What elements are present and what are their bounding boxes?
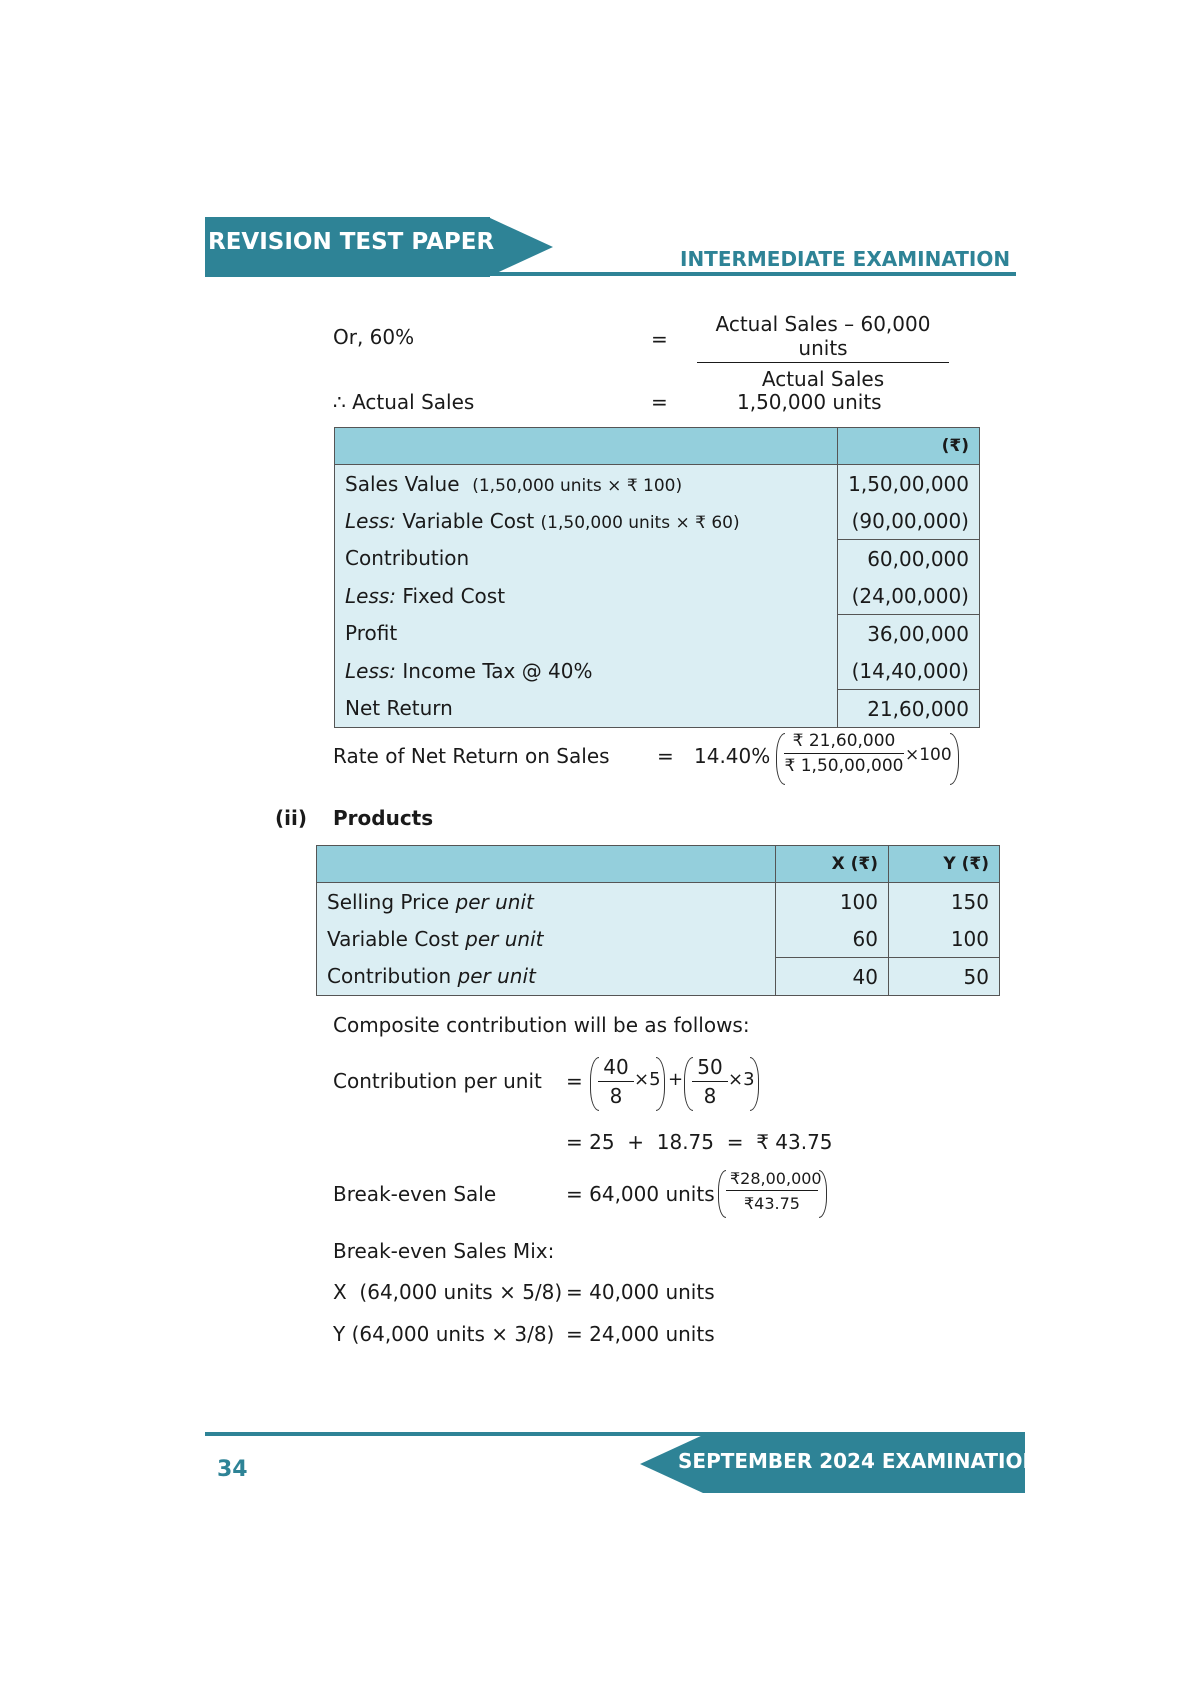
rate-label: Rate of Net Return on Sales bbox=[333, 744, 610, 768]
left-paren bbox=[718, 1170, 726, 1218]
header-label-cell bbox=[317, 846, 776, 883]
table-row bbox=[335, 690, 980, 728]
table-row bbox=[317, 958, 1000, 996]
row-label-text: Sales Value bbox=[345, 471, 460, 496]
cpu-label: Contribution per unit bbox=[333, 1069, 542, 1093]
row-label-em: per unit bbox=[465, 926, 544, 951]
row-label-text: Variable Cost bbox=[327, 926, 459, 951]
fraction-x-num: 40 bbox=[603, 1055, 629, 1079]
table-row bbox=[317, 920, 1000, 958]
row-label bbox=[335, 690, 838, 728]
row-x-value: 40 bbox=[776, 958, 889, 996]
eq1-label: Or, 60% bbox=[333, 325, 415, 349]
right-paren bbox=[750, 1057, 759, 1111]
bes-fraction bbox=[726, 1169, 822, 1213]
rate-equals: = bbox=[657, 744, 674, 768]
eq1-denominator: Actual Sales bbox=[761, 367, 885, 391]
eq2-value: 1,50,000 units bbox=[737, 390, 882, 414]
profit-table bbox=[334, 427, 980, 728]
row-y-value: 100 bbox=[889, 920, 1000, 958]
header-label-cell bbox=[335, 428, 838, 465]
table-row bbox=[335, 465, 980, 503]
col-y-header: Y (₹) bbox=[889, 846, 1000, 883]
bes-value: = 64,000 units bbox=[566, 1182, 715, 1206]
row-detail: (1,50,000 units × ₹ 100) bbox=[472, 475, 683, 496]
fraction-y-mult: ×3 bbox=[728, 1069, 755, 1090]
fraction-x bbox=[598, 1055, 634, 1108]
mix-title: Break-even Sales Mix: bbox=[333, 1239, 555, 1263]
row-value: (14,40,000) bbox=[838, 652, 980, 690]
row-value: 21,60,000 bbox=[838, 690, 980, 728]
row-label bbox=[335, 615, 838, 653]
eq2-label: ∴ Actual Sales bbox=[333, 390, 475, 414]
row-value: (24,00,000) bbox=[838, 577, 980, 615]
row-x-value: 60 bbox=[776, 920, 889, 958]
right-paren bbox=[819, 1170, 827, 1218]
row-label bbox=[335, 540, 838, 578]
row-label-text: Fixed Cost bbox=[402, 583, 506, 608]
table-header-row bbox=[317, 846, 1000, 883]
row-label-em: Less: bbox=[345, 658, 397, 683]
row-label bbox=[335, 577, 838, 615]
table-row bbox=[335, 540, 980, 578]
right-paren bbox=[656, 1057, 665, 1111]
composite-result: = 25 + 18.75 = ₹ 43.75 bbox=[566, 1130, 833, 1154]
fraction-x-mult: ×5 bbox=[634, 1069, 661, 1090]
row-label-text: Income Tax @ 40% bbox=[402, 658, 593, 683]
header-rule bbox=[488, 272, 1016, 276]
table-row bbox=[317, 883, 1000, 921]
rate-value: 14.40% bbox=[694, 744, 771, 768]
currency-header: (₹) bbox=[838, 428, 980, 465]
row-y-value: 150 bbox=[889, 883, 1000, 921]
row-label bbox=[335, 465, 838, 503]
right-paren bbox=[950, 733, 959, 785]
fraction-y-num: 50 bbox=[697, 1055, 723, 1079]
row-label-em: Less: bbox=[345, 583, 397, 608]
rate-fraction bbox=[784, 731, 904, 776]
bes-numerator: ₹28,00,000 bbox=[730, 1169, 822, 1188]
section-number: (ii) bbox=[275, 806, 307, 830]
table-header-row bbox=[335, 428, 980, 465]
eq1-equals: = bbox=[651, 327, 668, 351]
row-value: (90,00,000) bbox=[838, 502, 980, 540]
row-label-text: Contribution bbox=[327, 964, 452, 989]
row-label-em: per unit bbox=[455, 889, 534, 914]
header-left-title: REVISION TEST PAPER bbox=[208, 229, 495, 255]
row-label bbox=[335, 502, 838, 540]
mix-y-value: = 24,000 units bbox=[566, 1322, 715, 1346]
bes-denominator: ₹43.75 bbox=[744, 1194, 800, 1213]
row-label-text: Contribution bbox=[345, 546, 470, 571]
row-label-text: Net Return bbox=[345, 696, 453, 721]
row-label-em: Less: bbox=[345, 508, 397, 533]
rate-denominator: ₹ 1,50,00,000 bbox=[784, 756, 904, 776]
header-arrow bbox=[488, 217, 553, 277]
eq2-equals: = bbox=[651, 390, 668, 414]
eq1-fraction bbox=[697, 312, 949, 391]
plus-sign: + bbox=[668, 1069, 684, 1090]
products-table bbox=[316, 845, 1000, 996]
composite-intro: Composite contribution will be as follows: bbox=[333, 1013, 750, 1037]
row-label-text: Variable Cost bbox=[402, 508, 535, 533]
row-value: 60,00,000 bbox=[838, 540, 980, 578]
row-y-value: 50 bbox=[889, 958, 1000, 996]
row-label-text: Selling Price bbox=[327, 889, 450, 914]
row-label bbox=[335, 652, 838, 690]
table-row bbox=[335, 502, 980, 540]
fraction-y bbox=[692, 1055, 728, 1108]
table-row bbox=[335, 652, 980, 690]
row-value: 1,50,00,000 bbox=[838, 465, 980, 503]
row-label bbox=[317, 883, 776, 921]
fraction-x-den: 8 bbox=[609, 1084, 623, 1108]
row-label bbox=[317, 920, 776, 958]
page-number: 34 bbox=[217, 1457, 248, 1482]
cpu-equals: = bbox=[566, 1069, 583, 1093]
eq1-numerator: Actual Sales – 60,000 units bbox=[715, 312, 931, 360]
row-value: 36,00,000 bbox=[838, 615, 980, 653]
row-detail: (1,50,000 units × ₹ 60) bbox=[540, 512, 740, 533]
table-row bbox=[335, 615, 980, 653]
col-x-header: X (₹) bbox=[776, 846, 889, 883]
fraction-y-den: 8 bbox=[703, 1084, 717, 1108]
mix-x-label: X (64,000 units × 5/8) bbox=[333, 1280, 563, 1304]
section-title: Products bbox=[333, 806, 434, 830]
mix-y-label: Y (64,000 units × 3/8) bbox=[333, 1322, 555, 1346]
bes-label: Break-even Sale bbox=[333, 1182, 497, 1206]
row-label-text: Profit bbox=[345, 621, 398, 646]
footer-title: SEPTEMBER 2024 EXAMINATION bbox=[678, 1449, 1040, 1473]
row-label bbox=[317, 958, 776, 996]
header-right-title: INTERMEDIATE EXAMINATION bbox=[680, 247, 1011, 271]
row-label-em: per unit bbox=[457, 964, 536, 989]
row-x-value: 100 bbox=[776, 883, 889, 921]
table-row bbox=[335, 577, 980, 615]
rate-numerator: ₹ 21,60,000 bbox=[792, 731, 896, 751]
mix-x-value: = 40,000 units bbox=[566, 1280, 715, 1304]
rate-multiplier: ×100 bbox=[905, 745, 952, 765]
